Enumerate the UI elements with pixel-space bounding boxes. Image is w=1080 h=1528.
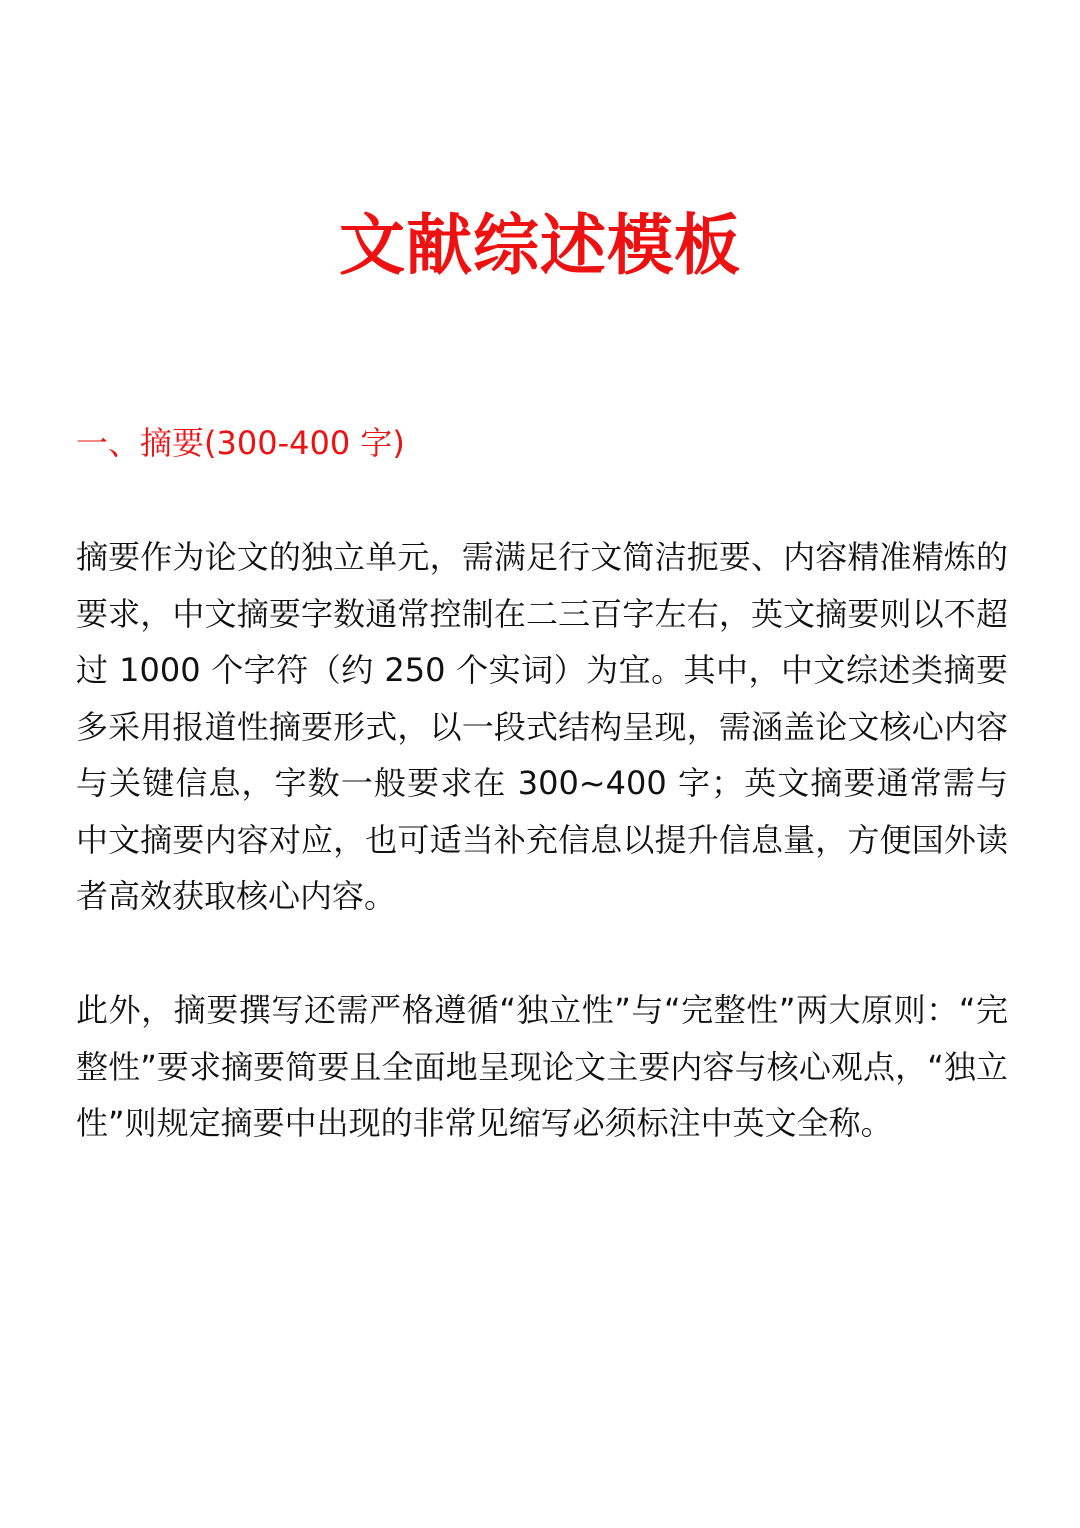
- section-heading-abstract: 一、摘要(300-400 字): [76, 424, 405, 462]
- abstract-paragraph-2: 此外，摘要撰写还需严格遵循“独立性”与“完整性”两大原则：“完整性”要求摘要简要且全面地呈现论文主要内容与核心观点，“独立性”则规定摘要中出现的非常见缩写必须标注中英文全称。: [76, 991, 1008, 1142]
- abstract-paragraph-1: 摘要作为论文的独立单元，需满足行文简洁扼要、内容精准精炼的要求，中文摘要字数通常控制在二三百字左右，英文摘要则以不超过 1000 个字符（约 250 个实词）为宜。其中，中文综述类摘要多采用报道性摘要形式，以一段式结构呈现，需涵盖论文核心内容与关键信息，字数一般要求在 300~400 字；英文摘要通常需与中文摘要内容对应，也可适当补充信息以提升信息量，方便国外读者高效获取核心内容。: [76, 538, 1008, 915]
- document-title: 文献综述模板: [339, 207, 741, 284]
